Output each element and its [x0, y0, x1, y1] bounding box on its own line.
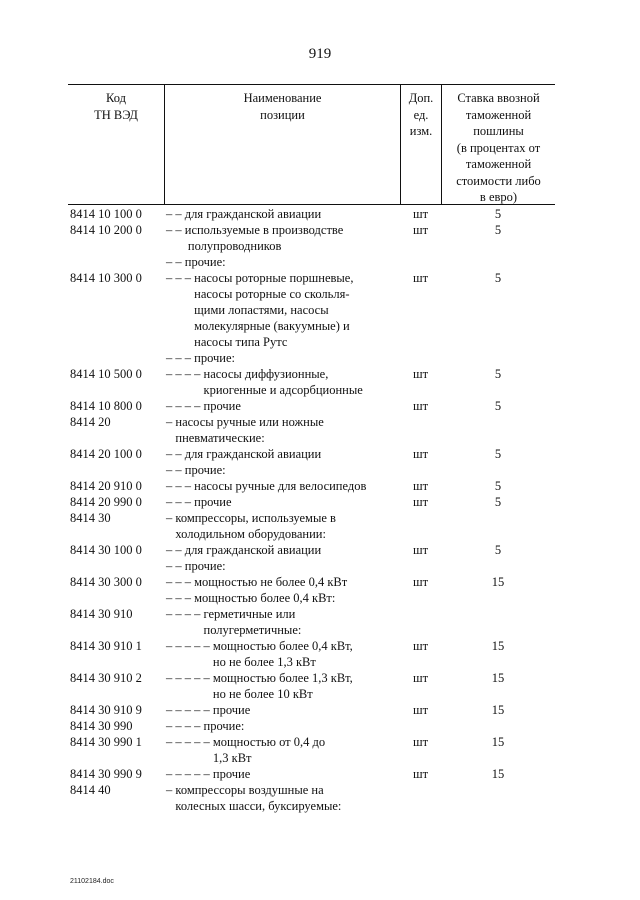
row-code: 8414 20 990 0 [70, 495, 142, 509]
row-unit: шт [412, 703, 429, 717]
row-name: – – – – – прочие [166, 767, 251, 781]
page-number: 919 [308, 46, 332, 62]
table-row [68, 462, 555, 478]
row-code: 8414 30 910 2 [70, 671, 142, 685]
table-row [68, 254, 555, 270]
footer-filename: 21102184.doc [70, 878, 114, 885]
row-rate: 5 [494, 367, 502, 381]
row-rate: 15 [491, 639, 505, 653]
row-rate [441, 606, 555, 638]
row-unit: шт [412, 495, 429, 509]
row-code [68, 254, 164, 270]
table-row [68, 782, 555, 814]
tariff-table [68, 84, 555, 814]
row-unit [400, 254, 441, 270]
row-name: – – – прочие: [166, 351, 235, 365]
row-name: – – используемые в производстве полупроводников [166, 223, 344, 253]
row-name: – – – – – мощностью более 0,4 кВт, но не более 1,3 кВт [166, 639, 353, 669]
row-name: – – прочие: [166, 559, 226, 573]
row-name: – – – мощностью не более 0,4 кВт [166, 575, 348, 589]
row-name: – – – насосы роторные поршневые, насосы роторные со скольля- щими лопастями, насосы молекулярные (вакуумные) и насосы типа Рутс [166, 271, 354, 349]
row-code: 8414 30 990 1 [70, 735, 142, 749]
row-code: 8414 20 100 0 [70, 447, 142, 461]
row-name: – – – прочие [166, 495, 232, 509]
row-name: – – – – – мощностью от 0,4 до 1,3 кВт [166, 735, 326, 765]
row-name: – – – – прочие: [166, 719, 245, 733]
table-row [68, 702, 555, 718]
table-row [68, 574, 555, 590]
row-unit: шт [412, 639, 429, 653]
row-unit: шт [412, 543, 429, 557]
row-unit: шт [412, 575, 429, 589]
row-code: 8414 10 100 0 [70, 207, 142, 221]
row-rate [441, 350, 555, 366]
row-rate: 5 [494, 495, 502, 509]
row-rate: 5 [494, 223, 502, 237]
table-row [68, 494, 555, 510]
row-name: – – – – – прочие [166, 703, 251, 717]
row-code [68, 590, 164, 606]
row-code: 8414 10 500 0 [70, 367, 142, 381]
row-rate: 5 [494, 399, 502, 413]
row-code: 8414 30 910 1 [70, 639, 142, 653]
row-code [68, 558, 164, 574]
table-body [68, 205, 555, 814]
row-unit: шт [412, 447, 429, 461]
row-name: – – – насосы ручные для велосипедов [166, 479, 367, 493]
row-code: 8414 10 800 0 [70, 399, 142, 413]
row-rate [441, 558, 555, 574]
row-unit: шт [412, 671, 429, 685]
table-row [68, 206, 555, 222]
table-row [68, 446, 555, 462]
row-unit: шт [412, 767, 429, 781]
row-code: 8414 30 300 0 [70, 575, 142, 589]
row-code: 8414 20 [70, 415, 111, 429]
header-code: Код ТН ВЭД [94, 91, 138, 122]
row-rate [441, 462, 555, 478]
row-code: 8414 30 990 9 [70, 767, 142, 781]
row-unit: шт [412, 223, 429, 237]
row-rate: 15 [491, 575, 505, 589]
row-name: – – для гражданской авиации [166, 543, 322, 557]
table-row [68, 766, 555, 782]
row-unit [400, 510, 441, 542]
row-code [68, 350, 164, 366]
row-code: 8414 40 [70, 783, 111, 797]
row-name: – – – – герметичные или полугерметичные: [166, 607, 302, 637]
row-rate [441, 782, 555, 814]
row-name: – – для гражданской авиации [166, 447, 322, 461]
table-row [68, 510, 555, 542]
row-rate: 5 [494, 543, 502, 557]
row-unit [400, 350, 441, 366]
row-rate: 5 [494, 207, 502, 221]
table-row [68, 366, 555, 398]
row-unit [400, 718, 441, 734]
row-code: 8414 10 300 0 [70, 271, 142, 285]
row-unit [400, 782, 441, 814]
row-name: – – – мощностью более 0,4 кВт: [166, 591, 336, 605]
row-unit [400, 414, 441, 446]
row-unit: шт [412, 367, 429, 381]
table-row [68, 398, 555, 414]
table-row [68, 718, 555, 734]
row-code: 8414 10 200 0 [70, 223, 142, 237]
row-unit: шт [412, 399, 429, 413]
row-rate: 15 [491, 767, 505, 781]
row-rate [441, 590, 555, 606]
header-unit: Доп. ед. изм. [400, 85, 441, 204]
header-name: Наименование позиции [164, 85, 400, 204]
table-row [68, 670, 555, 702]
table-row [68, 590, 555, 606]
table-row [68, 558, 555, 574]
row-unit [400, 606, 441, 638]
row-name: – – – – прочие [166, 399, 241, 413]
table-row [68, 478, 555, 494]
table-row [68, 414, 555, 446]
row-code: 8414 30 990 [70, 719, 133, 733]
row-rate: 15 [491, 735, 505, 749]
table-row [68, 542, 555, 558]
row-code [68, 462, 164, 478]
row-name: – – – – насосы диффузионные, криогенные и адсорбционные [166, 367, 363, 397]
row-name: – – прочие: [166, 255, 226, 269]
table-row [68, 350, 555, 366]
row-name: – компрессоры, используемые в холодильном оборудовании: [166, 511, 336, 541]
table-row [68, 270, 555, 350]
row-code: 8414 30 910 9 [70, 703, 142, 717]
row-code: 8414 30 [70, 511, 111, 525]
row-rate: 15 [491, 671, 505, 685]
row-unit [400, 590, 441, 606]
row-rate [441, 510, 555, 542]
row-rate: 5 [494, 447, 502, 461]
row-unit: шт [412, 479, 429, 493]
row-name: – – – – – мощностью более 1,3 кВт, но не более 10 кВт [166, 671, 353, 701]
row-rate [441, 414, 555, 446]
row-rate: 15 [491, 703, 505, 717]
header-rate: Ставка ввозной таможенной пошлины (в процентах от таможенной стоимости либо в евро) [441, 85, 555, 204]
row-name: – насосы ручные или ножные пневматические: [166, 415, 324, 445]
row-rate: 5 [494, 479, 502, 493]
row-code: 8414 30 100 0 [70, 543, 142, 557]
row-unit: шт [412, 207, 429, 221]
table-row [68, 222, 555, 254]
table-row [68, 606, 555, 638]
table-row [68, 734, 555, 766]
row-unit: шт [412, 271, 429, 285]
row-name: – компрессоры воздушные на колесных шасси, буксируемые: [166, 783, 342, 813]
row-rate [441, 718, 555, 734]
table-row [68, 638, 555, 670]
row-unit [400, 558, 441, 574]
row-unit: шт [412, 735, 429, 749]
row-code: 8414 20 910 0 [70, 479, 142, 493]
row-code: 8414 30 910 [70, 607, 133, 621]
row-unit [400, 462, 441, 478]
row-rate: 5 [494, 271, 502, 285]
table-header [68, 84, 555, 205]
row-name: – – прочие: [166, 463, 226, 477]
row-rate [441, 254, 555, 270]
row-name: – – для гражданской авиации [166, 207, 322, 221]
